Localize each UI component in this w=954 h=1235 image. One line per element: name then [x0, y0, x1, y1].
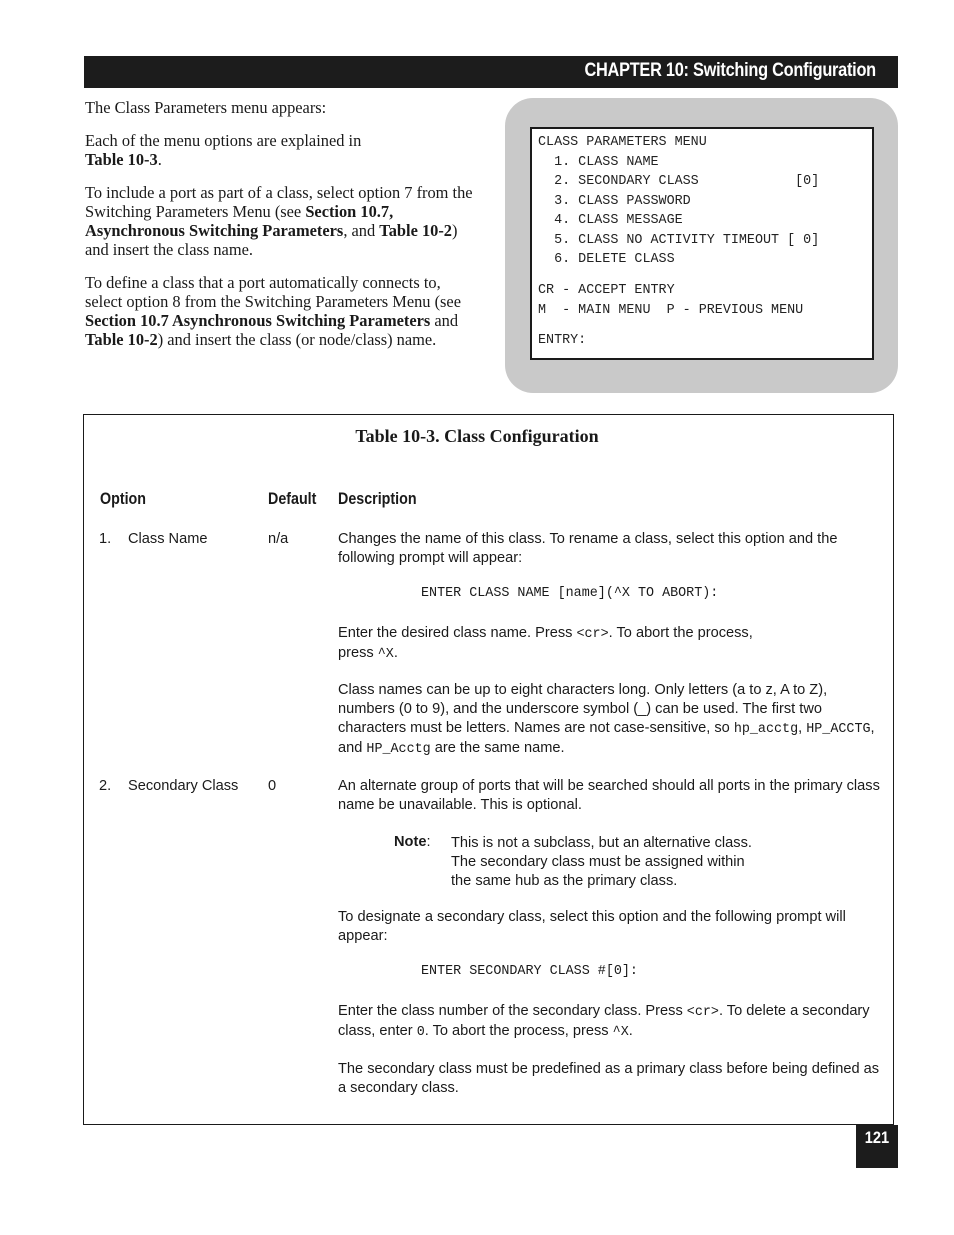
description-paragraph: Class names can be up to eight characters long. Only letters (a to z, A to Z), numbers (0 to 9), and the underscore symbol (_) can be used. The first two characters must be letters. Names are not case-sensitive, so hp_acctg, HP_ACCTG, and HP_Acctg are the same name. — [338, 682, 875, 757]
table-ref: Table 10-2 — [85, 330, 158, 349]
note-line: This is not a subclass, but an alternative class. — [451, 835, 752, 851]
chapter-header — [84, 56, 898, 88]
description-paragraph: Enter the desired class name. Press <cr>. To abort the process, press ^X. — [338, 625, 753, 662]
intro-paragraph-3: To include a port as part of a class, select option 7 from the Switching Parameters Menu (see Section 10.7, Asynchronous Switching Parameters, and Table 10-2) and insert the class name. — [85, 183, 473, 259]
note-body — [451, 834, 781, 891]
intro-text — [85, 98, 477, 363]
description-paragraph: Enter the class number of the secondary class. Press <cr>. To delete a secondary class, enter 0. To abort the process, press ^X. — [338, 1003, 870, 1040]
terminal-screen — [530, 127, 874, 360]
menu-item-class-name: 1. CLASS NAME — [538, 154, 659, 170]
header-option: Option — [100, 489, 147, 508]
menu-item-class-message: 4. CLASS MESSAGE — [538, 213, 683, 228]
menu-navigation: M - MAIN MENU P - PREVIOUS MENU — [538, 302, 804, 318]
note-line: The secondary class must be assigned within — [451, 854, 745, 870]
menu-entry-prompt: ENTRY: — [538, 333, 587, 348]
description-paragraph: To designate a secondary class, select this option and the following prompt will appear: — [338, 909, 846, 944]
section-ref: Section 10.7, Asynchronous Switching Parameters — [85, 202, 394, 240]
menu-accept-entry: CR - ACCEPT ENTRY — [538, 283, 675, 298]
prompt-example: ENTER SECONDARY CLASS #[0]: — [421, 964, 638, 979]
option-name: Class Name — [128, 531, 208, 547]
header-description: Description — [338, 489, 417, 508]
note-line: the same hub as the primary class. — [451, 873, 678, 889]
menu-item-class-password: 3. CLASS PASSWORD — [538, 193, 691, 209]
note-label: Note: — [394, 834, 431, 850]
page-number: 121 — [864, 1128, 890, 1147]
row-number: 2. — [99, 778, 112, 794]
description-paragraph: The secondary class must be predefined as a primary class before being defined as a secondary class. — [338, 1061, 880, 1096]
menu-item-no-activity-timeout: 5. CLASS NO ACTIVITY TIMEOUT [ 0] — [538, 232, 820, 248]
prompt-example: ENTER CLASS NAME [name](^X TO ABORT): — [421, 586, 719, 601]
page-number-box — [856, 1125, 898, 1168]
intro-paragraph-1: The Class Parameters menu appears: — [85, 98, 327, 117]
table-title: Table 10-3. Class Configuration — [355, 426, 599, 446]
table-ref: Table 10-3 — [85, 150, 158, 169]
table-ref: Table 10-2 — [379, 221, 452, 240]
description-paragraph: An alternate group of ports that will be searched should all ports in the primary class name be unavailable. This is optional. — [338, 778, 880, 813]
menu-item-secondary-class: 2. SECONDARY CLASS [0] — [538, 174, 820, 189]
default-value: 0 — [268, 778, 277, 794]
menu-title: CLASS PARAMETERS MENU — [538, 135, 707, 150]
chapter-title: CHAPTER 10: Switching Configuration — [584, 60, 876, 81]
intro-paragraph-2: Each of the menu options are explained in Table 10-3. — [85, 131, 362, 169]
menu-item-delete-class: 6. DELETE CLASS — [538, 252, 675, 267]
header-default: Default — [268, 489, 317, 508]
section-ref: Section 10.7 Asynchronous Switching Parameters — [85, 311, 431, 330]
description-paragraph: Changes the name of this class. To rename a class, select this option and the following prompt will appear: — [338, 531, 838, 566]
intro-paragraph-4: To define a class that a port automatically connects to, select option 8 from the Switching Parameters Menu (see Section 10.7 Asynchronous Switching Parameters and Table 10-2) and insert the class (or node/class) name. — [85, 273, 461, 349]
default-value: n/a — [268, 531, 289, 547]
option-name: Secondary Class — [128, 778, 239, 794]
row-number: 1. — [99, 531, 112, 547]
